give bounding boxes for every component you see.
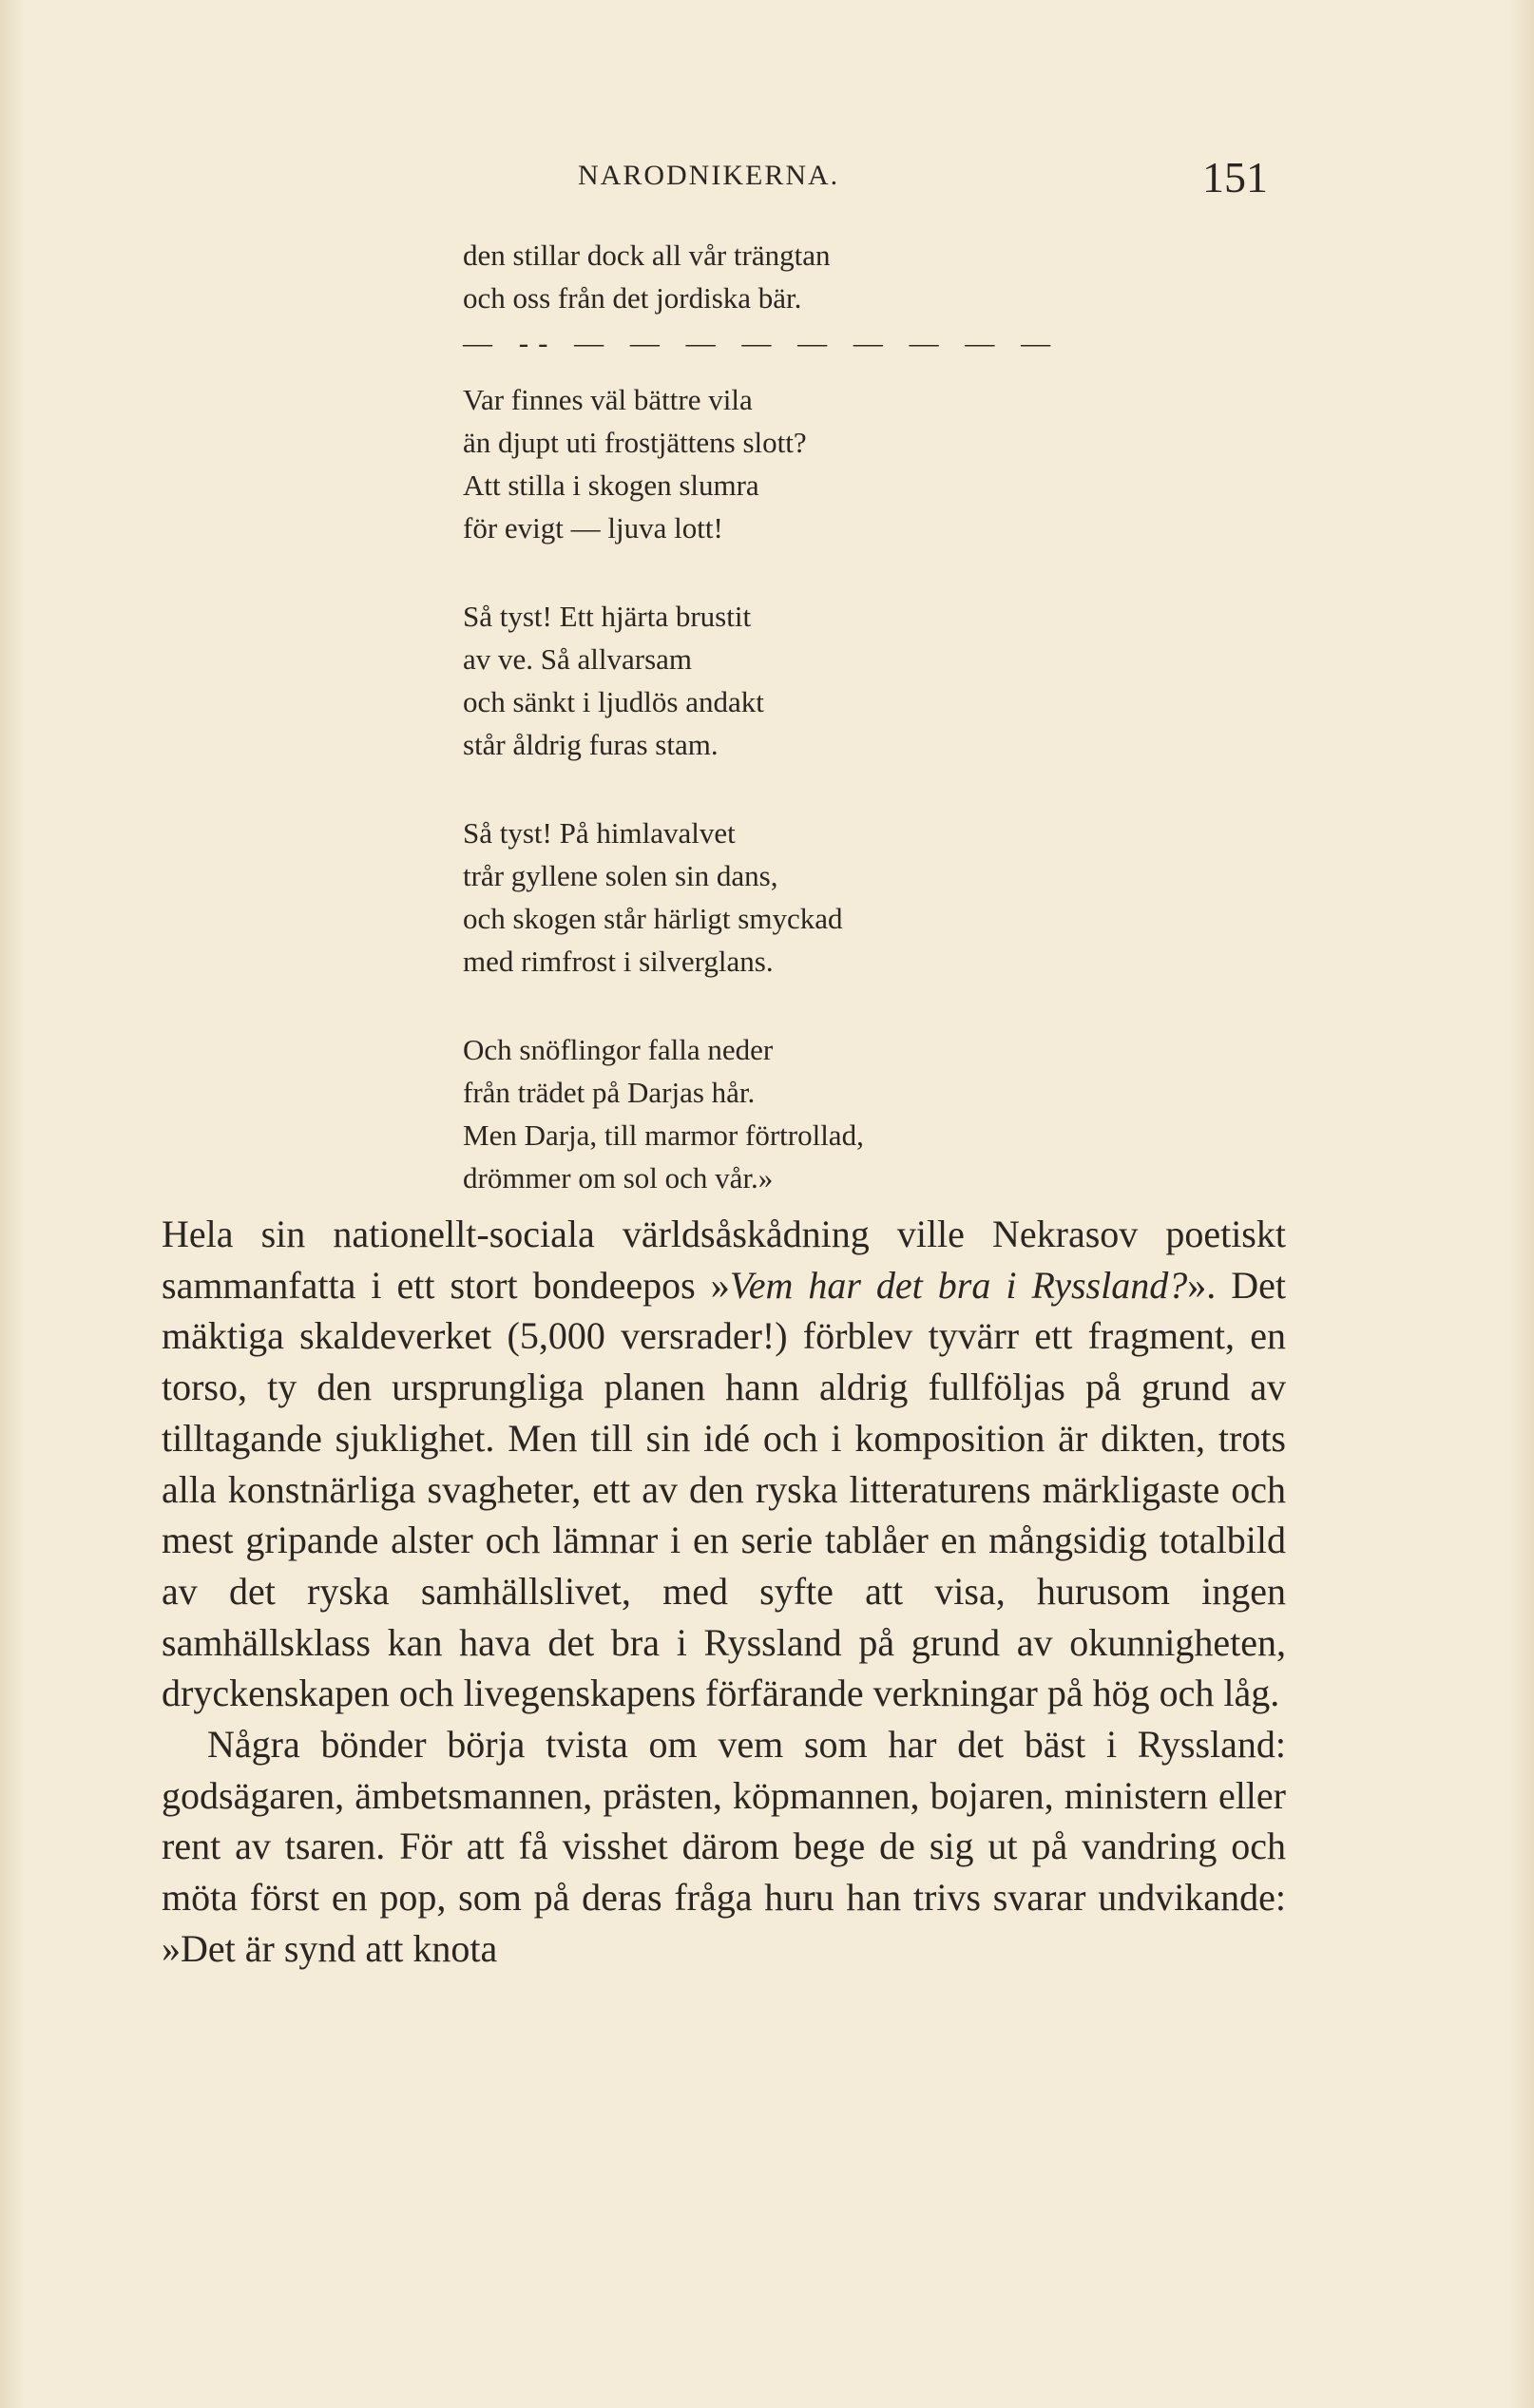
poem-line: från trädet på Darjas hår.: [463, 1076, 756, 1109]
running-title: NARODNIKERNA.: [578, 160, 840, 191]
poem-line: Och snöflingor falla neder: [463, 1033, 774, 1066]
poem-stanza: [463, 378, 1052, 549]
poem-line: Så tyst! På himlavalvet: [463, 816, 736, 850]
poem-line: Men Darja, till marmor förtrollad,: [463, 1118, 864, 1152]
epic-title: Vem har det bra i Ryssland?: [729, 1263, 1188, 1307]
prose-paragraph: [162, 1209, 1286, 1719]
poem-line: Att stilla i skogen slumra: [463, 468, 759, 502]
poem-line: står åldrig furas stam.: [463, 728, 719, 761]
prose-text: ». Det mäktiga skaldeverket (5,000 versrader!) förblev tyvärr ett fragment, en torso, ty den ursprungliga planen hann aldrig fullföljas på grund av tilltagande sjuklighet. Men till sin idé och i komposition är dikten, trots alla konstnärliga svagheter, ett av den ryska litteraturens märkligaste och mest gripande alster och lämnar i en serie tablåer en mångsidig totalbild av det ryska samhällslivet, med syfte att visa, hurusom ingen samhällsklass kan hava det bra i Ryssland på grund av okunnigheten, dryckenskapen och livegenskapens förfärande verkningar på hög och låg.: [162, 1263, 1286, 1715]
poem-line: och oss från det jordiska bär.: [463, 281, 802, 315]
poem-line: Så tyst! Ett hjärta brustit: [463, 600, 752, 633]
poem-line: Var finnes väl bättre vila: [463, 383, 753, 416]
poem-line: trår gyllene solen sin dans,: [463, 859, 778, 892]
poem-stanza: [463, 234, 1052, 319]
poem-line: än djupt uti frostjättens slott?: [463, 426, 807, 459]
poem-stanza: [463, 1028, 1052, 1199]
prose-text: Hela sin nationellt-sociala världsåskådning ville Nekrasov poetiskt sammanfatta i ett stort bondeepos »: [162, 1213, 1286, 1307]
poem-line: av ve. Så allvarsam: [463, 642, 693, 676]
poem-line: och skogen står härligt smyckad: [463, 902, 843, 935]
poem-stanza: [463, 595, 1052, 766]
poem-stanza: [463, 812, 1052, 983]
poem-line: och sänkt i ljudlös andakt: [463, 685, 764, 718]
page-number: 151: [1202, 153, 1268, 201]
poem-line: drömmer om sol och vår.»: [463, 1161, 774, 1194]
poem-line: med rimfrost i silverglans.: [463, 945, 774, 978]
poem-line: för evigt — ljuva lott!: [463, 511, 723, 545]
poem-line: den stillar dock all vår trängtan: [463, 239, 831, 272]
page-shadow-right: [1509, 0, 1534, 2408]
prose-paragraph: Några bönder börja tvista om vem som har det bäst i Ryssland: godsägaren, ämbetsmannen, prästen, köpmannen, bojaren, ministern eller rent av tsaren. För att få visshet därom bege de sig ut på vandring och möta först en pop, som på deras fråga huru han trivs svarar undvikande: »Det är synd att knota: [162, 1723, 1286, 1970]
page-shadow-left: [0, 0, 25, 2408]
prose-body: [162, 1209, 1286, 1975]
poem-separator: — -- — — — — — — — — —: [463, 326, 1061, 359]
poem-block: [463, 234, 1061, 1199]
